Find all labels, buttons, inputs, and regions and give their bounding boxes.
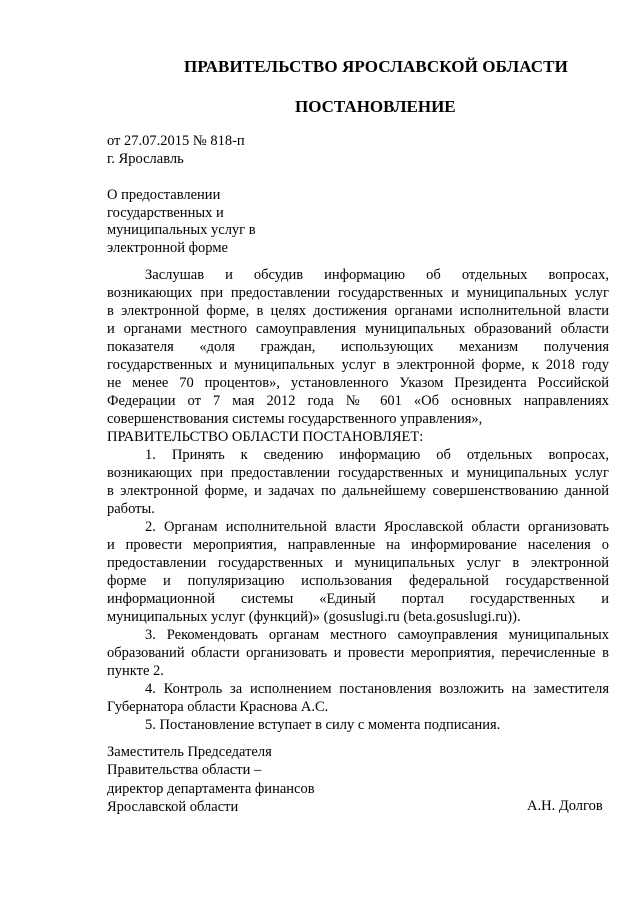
body-line: государственных и муниципальных услуг в электронной форме, к 2018 году (107, 357, 609, 373)
subject-line: муниципальных услуг в (107, 222, 256, 238)
item-3 (107, 626, 609, 680)
subject-line: государственных и (107, 204, 224, 221)
body-line: 4. Контроль за исполнением постановления возложить на заместителя (145, 681, 609, 697)
position-line: Заместитель Председателя (107, 744, 272, 760)
government-title: ПРАВИТЕЛЬСТВО ЯРОСЛАВСКОЙ ОБЛАСТИ (184, 57, 568, 76)
signer-name: А.Н. Долгов (527, 798, 603, 814)
body-line: возникающих при предоставлении государственных и муниципальных услуг (107, 465, 609, 481)
body-line: 3. Рекомендовать органам местного самоуправления муниципальных (145, 627, 609, 643)
body-line: предоставлении государственных и муниципальных услуг в электронной (107, 555, 609, 571)
body-line: Федерации от 7 мая 2012 года № 601 «Об основных направлениях (107, 393, 609, 409)
body-line: Губернатора области Краснова А.С. (107, 699, 329, 715)
body-line: муниципальных услуг (функций)» (gosuslugi.ru (beta.gosuslugi.ru)). (107, 609, 521, 625)
item-2 (107, 518, 609, 626)
body-line: в электронной форме, в целях достижения органами исполнительной власти (107, 303, 609, 319)
document-type-title: ПОСТАНОВЛЕНИЕ (295, 97, 456, 116)
body-line: возникающих при предоставлении государственных и муниципальных услуг (107, 285, 609, 301)
item-5 (107, 716, 609, 734)
document-body (107, 266, 609, 734)
position-line: директор департамента финансов (107, 780, 315, 797)
date-number: от 27.07.2015 № 818-п (107, 133, 245, 149)
city: г. Ярославль (107, 151, 184, 167)
subject-line: электронной форме (107, 239, 228, 256)
body-line: и провести мероприятия, направленные на информирование населения о (107, 537, 609, 553)
body-line: совершенствования системы государственного управления», (107, 411, 483, 427)
body-line: работы. (107, 501, 155, 517)
body-line: 2. Органам исполнительной власти Ярославской области организовать (145, 519, 609, 535)
item-1 (107, 446, 609, 518)
item-4 (107, 680, 609, 716)
body-line: форме и популяризацию использования федеральной государственной (107, 573, 609, 589)
body-line: и органами местного самоуправления муниципальных образований области (107, 321, 609, 337)
body-line: образований области организовать и провести мероприятия, перечисленные в (107, 645, 609, 661)
subject-block (107, 187, 287, 257)
resolves-line: ПРАВИТЕЛЬСТВО ОБЛАСТИ ПОСТАНОВЛЯЕТ: (107, 429, 424, 445)
subject-line: О предоставлении (107, 187, 221, 203)
position-line: Правительства области – (107, 762, 262, 779)
body-line: 1. Принять к сведению информацию об отдельных вопросах, (145, 447, 609, 463)
body-line: информационной системы «Единый портал государственных и (107, 591, 609, 607)
body-line: не менее 70 процентов», установленного Указом Президента Российской (107, 375, 609, 391)
body-line: 5. Постановление вступает в силу с момента подписания. (145, 717, 501, 733)
body-line: пункте 2. (107, 663, 164, 679)
preamble-paragraph (107, 266, 609, 428)
body-line: Заслушав и обсудив информацию об отдельных вопросах, (145, 267, 609, 283)
signature-position (107, 743, 315, 816)
body-line: показателя «доля граждан, использующих механизм получения (107, 339, 609, 355)
body-line: в электронной форме, и задачах по дальнейшему совершенствованию данной (107, 483, 609, 499)
position-line: Ярославской области (107, 798, 239, 815)
